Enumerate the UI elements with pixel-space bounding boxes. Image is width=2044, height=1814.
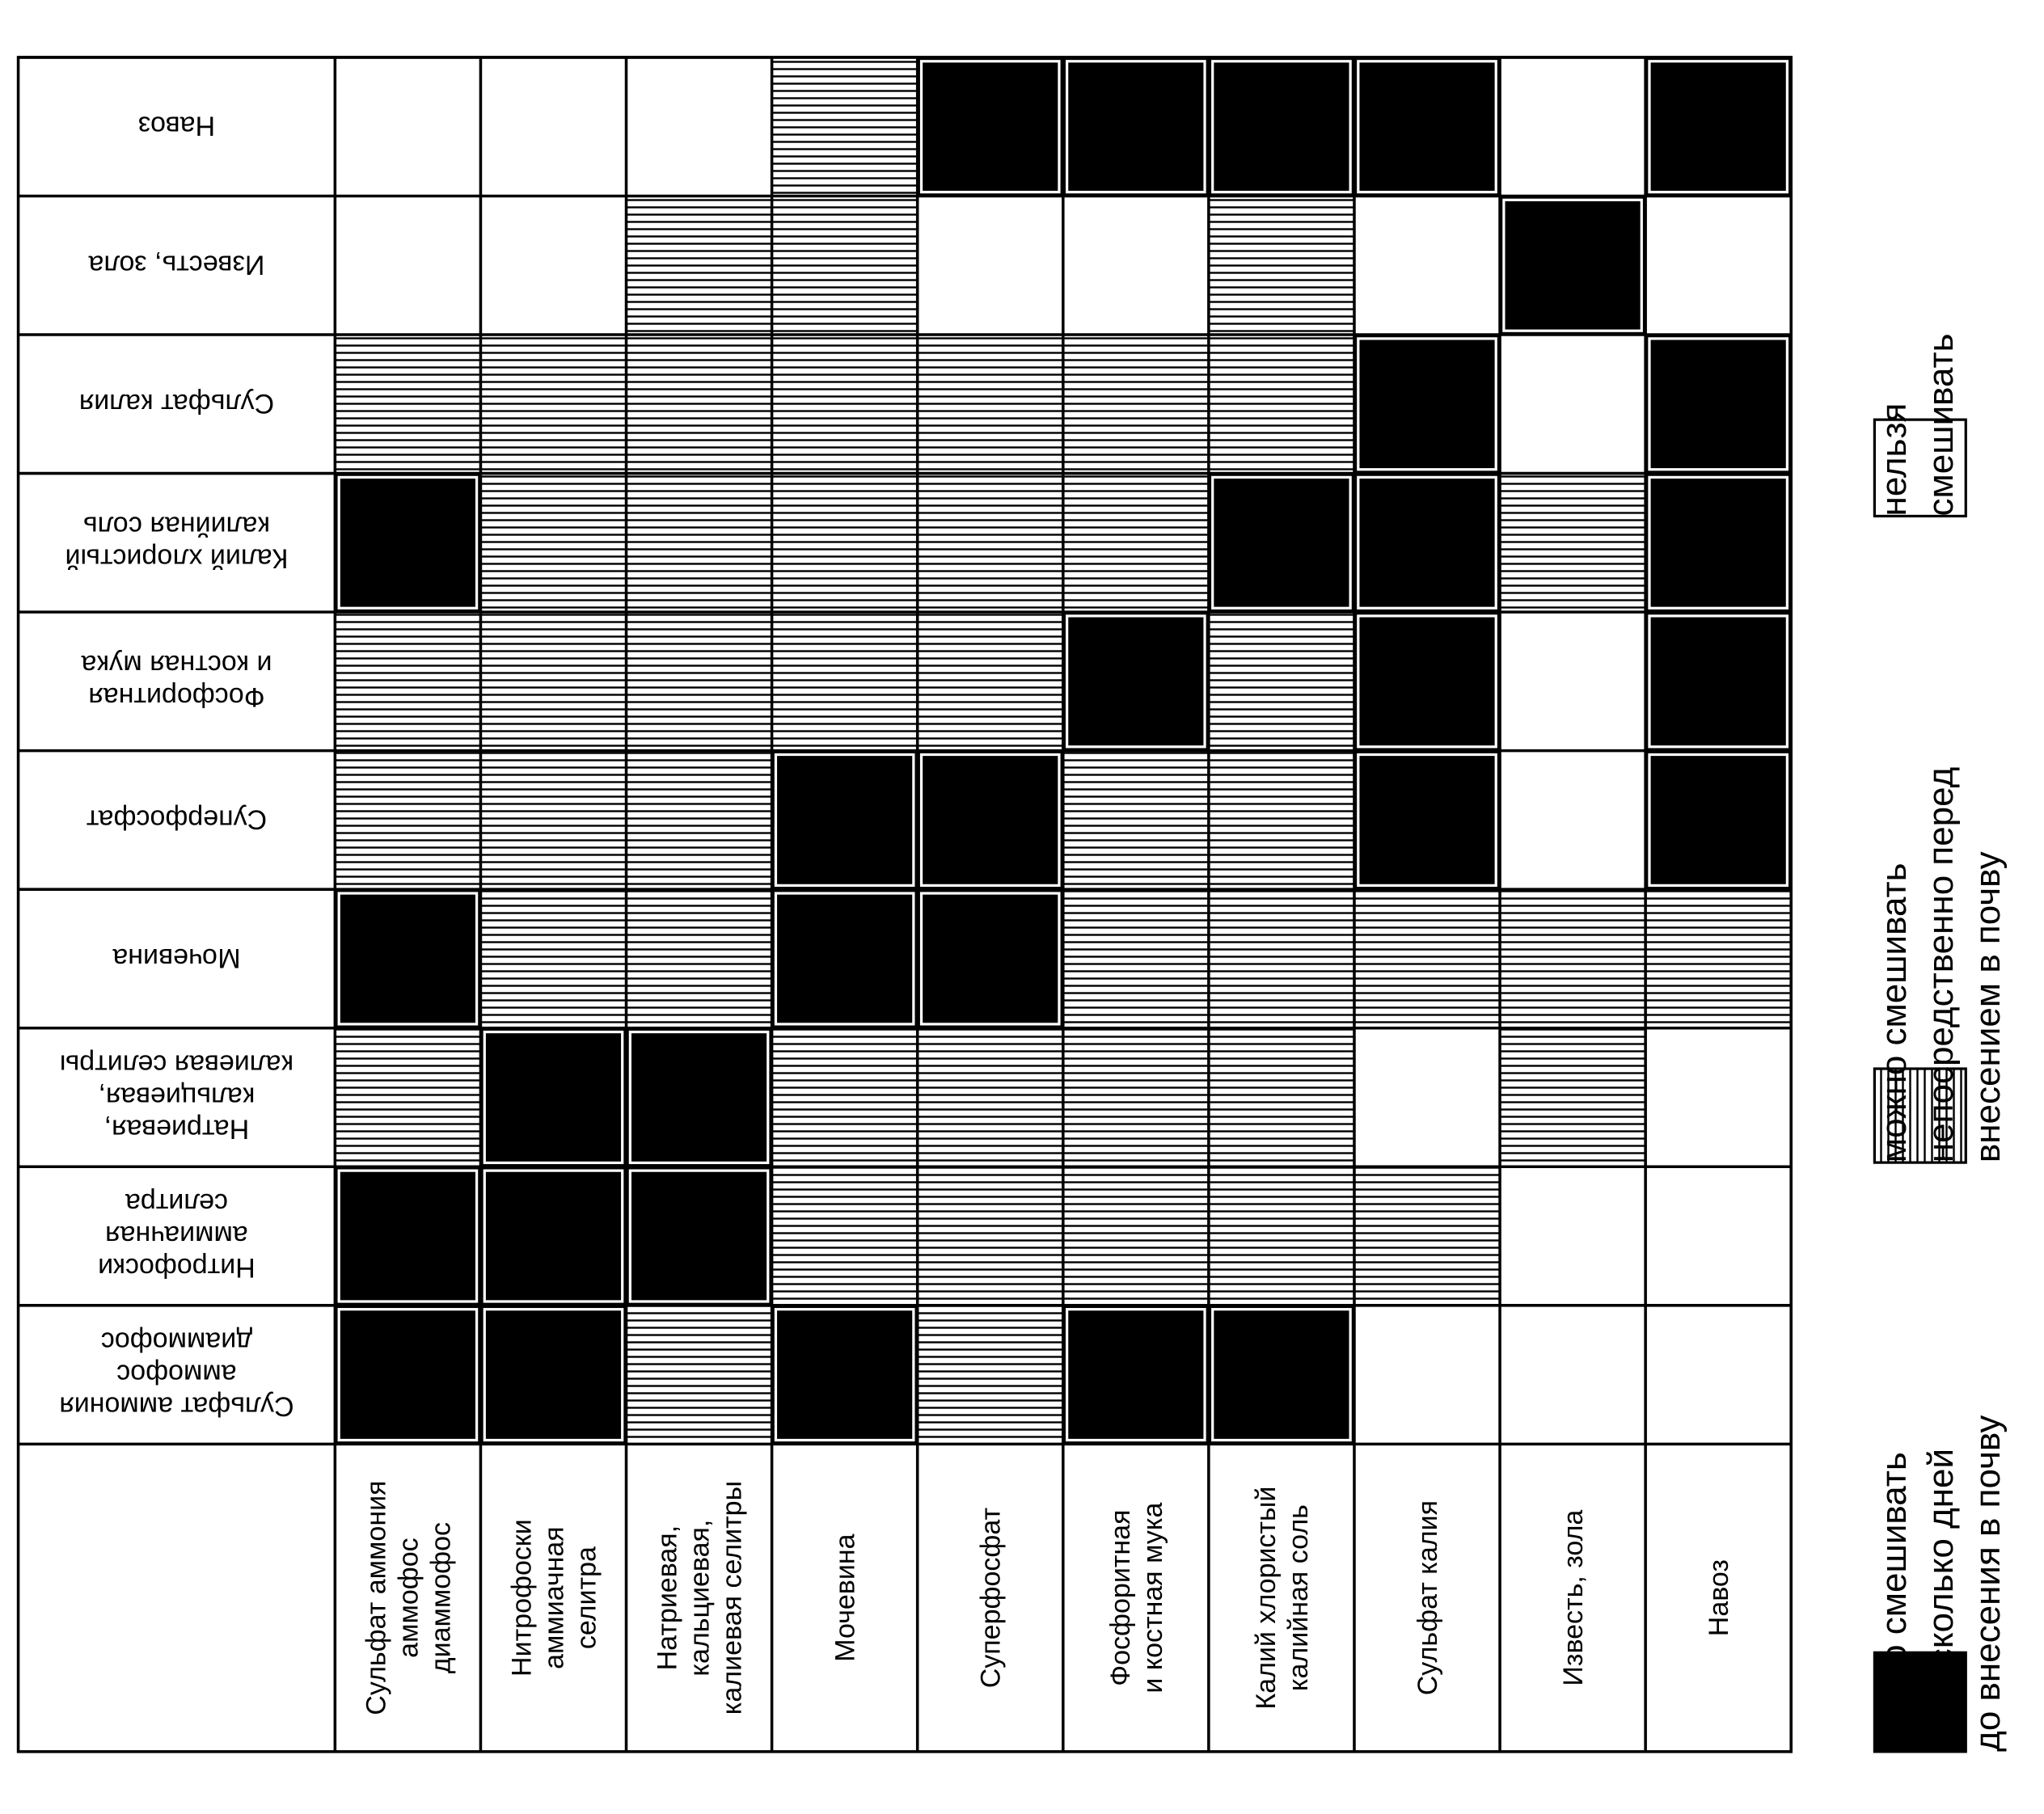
cell-5-6 (1209, 612, 1354, 751)
cell-6-2 (627, 474, 772, 613)
cell-8-2 (627, 196, 772, 335)
cell-9-2 (627, 57, 772, 196)
cell-0-0 (335, 1306, 480, 1445)
cell-7-3 (772, 335, 918, 474)
cell-5-0 (335, 612, 480, 751)
cell-5-9 (1645, 612, 1791, 751)
cell-0-7 (1354, 1306, 1500, 1445)
cell-1-0 (335, 1166, 480, 1306)
row-label-0: Сульфат аммонияаммофосдиаммофос (59, 1326, 294, 1422)
cell-7-8 (1500, 335, 1645, 474)
cell-2-4 (918, 1028, 1063, 1167)
cell-2-5 (1063, 1028, 1209, 1167)
row-label-6: Калий хлористыйкалийная соль (65, 510, 289, 574)
cell-1-5 (1063, 1166, 1209, 1306)
col-label-2: Натриевая,кальциевая,калиевая селитры (652, 1480, 748, 1715)
cell-7-9 (1645, 335, 1791, 474)
cell-5-7 (1354, 612, 1500, 751)
cell-9-7 (1354, 57, 1500, 196)
cell-4-6 (1209, 751, 1354, 890)
cell-3-7 (1354, 889, 1500, 1028)
cell-0-1 (480, 1306, 626, 1445)
cell-6-7 (1354, 474, 1500, 613)
cell-2-7 (1354, 1028, 1500, 1167)
cell-0-5 (1063, 1306, 1209, 1445)
cell-6-6 (1209, 474, 1354, 613)
cell-5-5 (1063, 612, 1209, 751)
col-label-7: Сульфат калия (1413, 1500, 1444, 1696)
cell-1-1 (480, 1166, 626, 1306)
row-label-1: Нитрофоскиаммиачнаяселитра (98, 1188, 256, 1284)
cell-9-5 (1063, 57, 1209, 196)
cell-1-9 (1645, 1166, 1791, 1306)
cell-3-6 (1209, 889, 1354, 1028)
cell-9-1 (480, 57, 626, 196)
cell-7-6 (1209, 335, 1354, 474)
cell-2-6 (1209, 1028, 1354, 1167)
col-label-5: Фосфоритнаяи костная мука (1104, 1502, 1168, 1694)
cell-5-8 (1500, 612, 1645, 751)
col-label-1: Нитрофоскиаммиачнаяселитра (506, 1519, 602, 1677)
cell-7-5 (1063, 335, 1209, 474)
cell-3-3 (772, 889, 918, 1028)
cell-4-3 (772, 751, 918, 890)
legend-label-hatch: можно смешивать непосредственно перед внесением в почву (1874, 766, 2008, 1163)
legend (1874, 333, 2008, 1751)
cell-2-0 (335, 1028, 480, 1167)
cell-9-8 (1500, 57, 1645, 196)
col-label-4: Суперфосфат (975, 1507, 1007, 1689)
cell-4-1 (480, 751, 626, 890)
cell-8-6 (1209, 196, 1354, 335)
col-label-6: Калий хлористыйкалийная соль (1250, 1486, 1314, 1710)
row-label-4: Суперфосфат (86, 804, 268, 835)
col-label-9: Навоз (1704, 1559, 1735, 1637)
row-label-5: Фосфоритнаяи костная мука (81, 648, 272, 712)
row-labels (59, 111, 294, 1422)
cell-7-2 (627, 335, 772, 474)
cell-4-4 (918, 751, 1063, 890)
cell-2-3 (772, 1028, 918, 1167)
cell-7-1 (480, 335, 626, 474)
cell-0-9 (1645, 1306, 1791, 1445)
legend-label-white: нельзя смешивать (1874, 333, 1962, 517)
cell-6-3 (772, 474, 918, 613)
cell-6-9 (1645, 474, 1791, 613)
cell-3-1 (480, 889, 626, 1028)
cell-6-5 (1063, 474, 1209, 613)
col-label-3: Мочевина (830, 1533, 861, 1662)
cell-8-1 (480, 196, 626, 335)
cell-9-6 (1209, 57, 1354, 196)
cell-4-0 (335, 751, 480, 890)
cell-0-2 (627, 1306, 772, 1445)
cell-2-8 (1500, 1028, 1645, 1167)
row-label-7: Сульфат калия (78, 387, 275, 419)
row-label-3: Мочевина (112, 942, 241, 973)
cell-4-7 (1354, 751, 1500, 890)
cell-8-0 (335, 196, 480, 335)
cell-8-5 (1063, 196, 1209, 335)
cell-8-8 (1500, 196, 1645, 335)
cell-8-9 (1645, 196, 1791, 335)
cell-3-9 (1645, 889, 1791, 1028)
cell-4-8 (1500, 751, 1645, 890)
cell-0-6 (1209, 1306, 1354, 1445)
cell-0-3 (772, 1306, 918, 1445)
cell-1-7 (1354, 1166, 1500, 1306)
cell-6-1 (480, 474, 626, 613)
cell-9-3 (772, 57, 918, 196)
cell-1-6 (1209, 1166, 1354, 1306)
cell-3-2 (627, 889, 772, 1028)
cell-5-1 (480, 612, 626, 751)
cell-4-2 (627, 751, 772, 890)
cell-7-4 (918, 335, 1063, 474)
row-label-8: Известь, зола (88, 249, 265, 281)
legend-label-black: можно смешивать за несколько дней до внесения в почву (1874, 1415, 2008, 1752)
cell-9-0 (335, 57, 480, 196)
cell-9-4 (918, 57, 1063, 196)
cell-1-8 (1500, 1166, 1645, 1306)
cell-8-3 (772, 196, 918, 335)
cell-6-8 (1500, 474, 1645, 613)
cell-5-4 (918, 612, 1063, 751)
cell-4-5 (1063, 751, 1209, 890)
col-label-8: Известь, зола (1558, 1509, 1590, 1686)
row-label-2: Натриевая,кальциевая,калиевая селитры (59, 1048, 294, 1145)
cell-6-4 (918, 474, 1063, 613)
cell-1-4 (918, 1166, 1063, 1306)
cell-0-8 (1500, 1306, 1645, 1445)
cell-0-4 (918, 1306, 1063, 1445)
cell-4-9 (1645, 751, 1791, 890)
cell-2-1 (480, 1028, 626, 1167)
row-label-9: Навоз (137, 110, 216, 141)
cell-7-7 (1354, 335, 1500, 474)
cell-8-4 (918, 196, 1063, 335)
cell-5-3 (772, 612, 918, 751)
cell-5-2 (627, 612, 772, 751)
cell-2-2 (627, 1028, 772, 1167)
cell-3-4 (918, 889, 1063, 1028)
cell-2-9 (1645, 1028, 1791, 1167)
column-labels (361, 1480, 1734, 1715)
cell-3-8 (1500, 889, 1645, 1028)
cell-1-3 (772, 1166, 918, 1306)
cell-3-5 (1063, 889, 1209, 1028)
cell-3-0 (335, 889, 480, 1028)
cell-8-7 (1354, 196, 1500, 335)
cell-7-0 (335, 335, 480, 474)
cell-9-9 (1645, 57, 1791, 196)
col-label-0: Сульфат аммонияаммофосдиаммофос (361, 1480, 457, 1715)
cell-1-2 (627, 1166, 772, 1306)
cell-6-0 (335, 474, 480, 613)
